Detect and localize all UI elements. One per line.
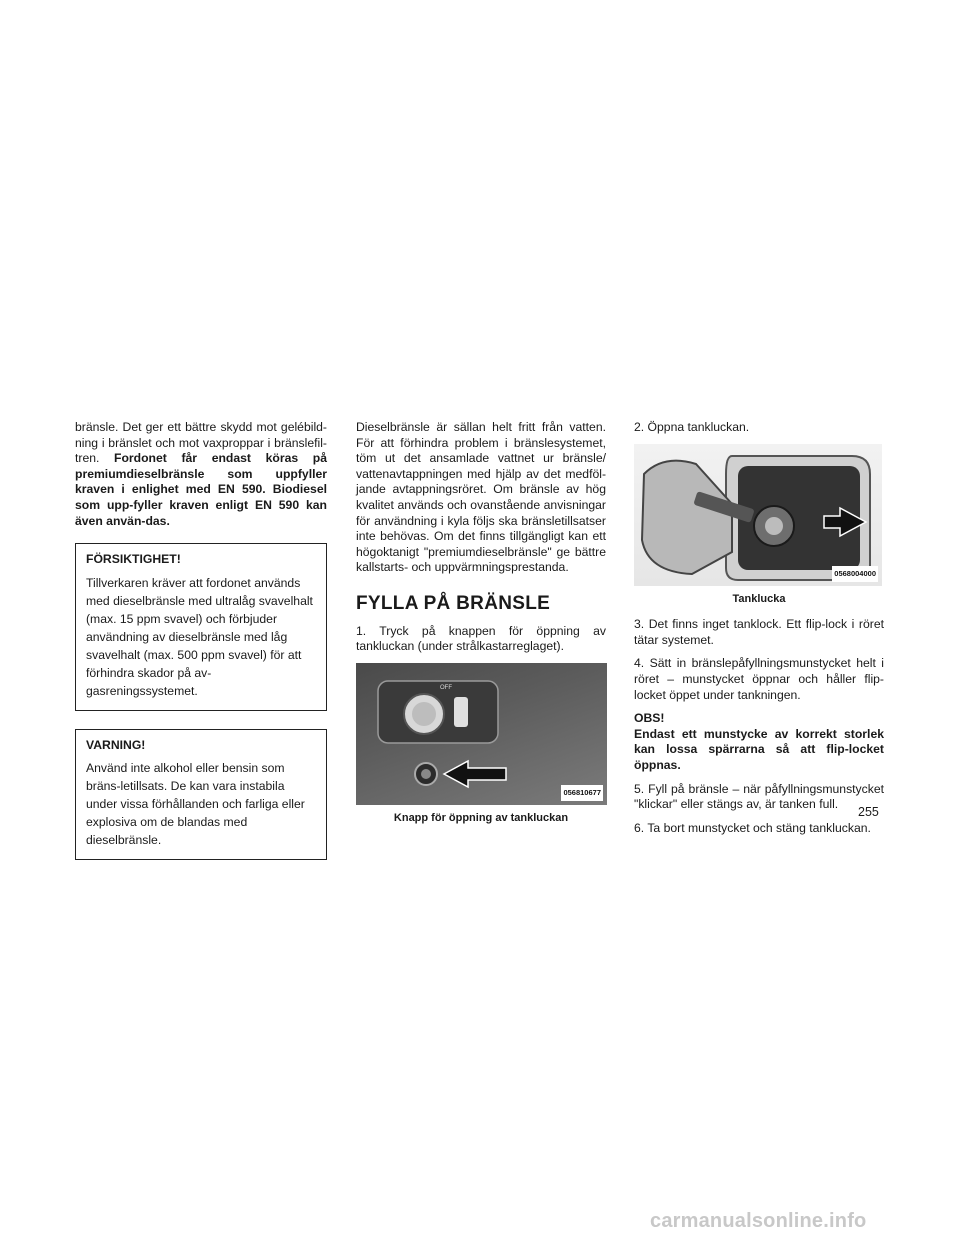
fuel-door-button-figure — [356, 663, 607, 805]
fuel-door-figure — [634, 444, 882, 586]
figure-code: 056810677 — [561, 785, 603, 801]
warning-box — [75, 729, 327, 861]
step-3: 3. Det finns inget tanklock. Ett flip-lock i röret tätar systemet. — [634, 617, 884, 647]
dashboard-panel-illustration — [356, 663, 607, 805]
obs-title: OBS! — [634, 711, 665, 726]
obs-text: Endast ett munstycke av korrekt storlek kan lossa spärrarna så att flip-locket öppnas. — [634, 726, 884, 772]
step-6: 6. Ta bort munstycket och stäng tankluckan. — [634, 820, 871, 835]
warning-text: Använd inte alkohol eller bensin som bräns-letillsats. De kan vara instabila under vissa förhållanden och farliga eller explosiva om de blandas med dieselbränsle. — [86, 761, 305, 848]
caution-text: Tillverkaren kräver att fordonet används med dieselbränsle med ultralåg svavelhalt (max. 15 ppm svavel) och förbjuder användning av dieselbränsle med låg svavelhalt (max. 500 ppm svavel) för att förhindra skador på av-gasreningssystemet. — [86, 575, 313, 698]
intro-bold-text: Fordonet får endast köras på premiumdieselbränsle som uppfyller kraven i enlighet med EN 590. Biodiesel som upp-fyller kraven enligt EN 590 kan även använ-das. — [75, 451, 327, 528]
warning-title: VARNING! — [86, 737, 146, 752]
column-left — [75, 420, 327, 860]
column-middle — [356, 420, 606, 836]
intro-text: bränsle. Det ger ett bättre skydd mot gelébild-ning i bränslet och mot vaxproppar i bränslefil-tren. — [75, 420, 327, 466]
step-1: 1. Tryck på knappen för öppning av tankluckan (under strålkastarreglaget). — [356, 623, 606, 654]
caution-box — [75, 543, 327, 711]
svg-text:OFF: OFF — [440, 684, 452, 691]
page-number: 255 — [858, 805, 879, 819]
watermark: carmanualsonline.info — [650, 1210, 867, 1232]
fuel-door-illustration — [634, 444, 882, 586]
diesel-water-paragraph: Dieselbränsle är sällan helt fritt från vatten. För att förhindra problem i bränslesystemet, töm ut det ansamlade vattnet ur bränsle/ vattenavtappningen med hjälp av det medföl-jande avtappningsröret. Om bränsle av hög kvalitet används och ovanstående anvisningar för användning i kyla följs ska bränsletillsatser inte behövas. Om det finns tillgängligt kan ett högoktanigt "premiumdieselbränsle" ge bättre kallstarts- och uppvärmningsprestanda. — [356, 420, 606, 575]
step-2: 2. Öppna tankluckan. — [634, 420, 750, 434]
step-4: 4. Sätt in bränslepåfyllningsmunstycket helt i röret – munstycket öppnar och håller flip-locket öppet under tankningen. — [634, 656, 884, 702]
intro-paragraph — [75, 420, 327, 529]
section-heading: FYLLA PÅ BRÄNSLE — [356, 592, 551, 614]
figure-caption: Knapp för öppning av tankluckan — [393, 811, 569, 824]
column-right — [634, 420, 884, 844]
caution-title: FÖRSIKTIGHET! — [86, 552, 181, 567]
figure-caption: Tanklucka — [732, 592, 786, 605]
figure-code: 0568004000 — [832, 566, 878, 582]
step-5: 5. Fyll på bränsle – när påfyllningsmunstycket "klickar" eller stängs av, är tanken full. — [634, 781, 884, 812]
